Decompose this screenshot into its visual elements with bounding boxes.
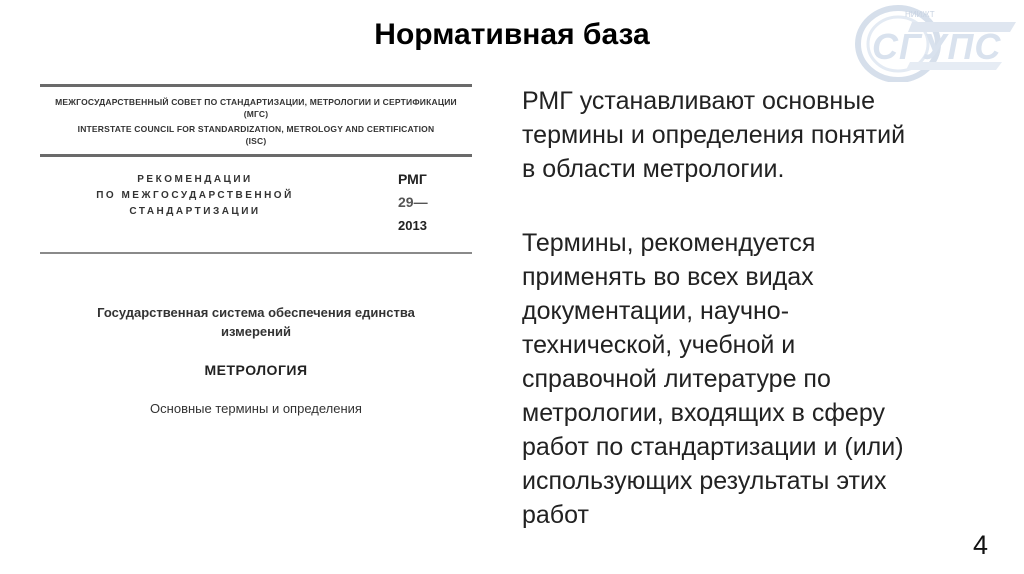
logo-small-text: НИИЖТ (905, 10, 935, 19)
system-line-1: Государственная система обеспечения единства (97, 305, 415, 320)
doc-subtitle: Основные термины и определения (150, 401, 362, 416)
logo-text: СГУПС (872, 26, 1002, 67)
text-line: метрологии, входящих в сферу (522, 399, 885, 427)
recommendation-line-1: РЕКОМЕНДАЦИИ (137, 174, 253, 185)
doc-year: 2013 (398, 218, 427, 233)
paragraph-1 (522, 84, 992, 186)
council-en: INTERSTATE COUNCIL FOR STANDARDIZATION, METROLOGY AND CERTIFICATION (77, 124, 435, 134)
doc-number: 29— (398, 194, 428, 210)
text-line: работ (522, 501, 589, 529)
text-line: документации, научно- (522, 297, 790, 325)
doc-rule-bottom (40, 252, 472, 254)
text-line: технической, учебной и (522, 331, 796, 359)
council-ru-abbr: (МГС) (243, 109, 269, 119)
text-line: работ по стандартизации и (или) (522, 433, 904, 461)
council-en-abbr: (ISC) (245, 136, 267, 146)
slide-title: Нормативная база (374, 18, 650, 51)
system-line-2: измерений (221, 324, 291, 339)
text-line: справочной литературе по (522, 365, 831, 393)
doc-rule-top (40, 84, 472, 87)
text-line: Термины, рекомендуется (522, 229, 816, 257)
text-line: использующих результаты этих (522, 467, 887, 495)
text-line: термины и определения понятий (522, 121, 906, 149)
recommendation-line-2: ПО МЕЖГОСУДАРСТВЕННОЙ (96, 190, 294, 201)
doc-subject: МЕТРОЛОГИЯ (204, 362, 308, 378)
doc-code: РМГ (398, 171, 427, 187)
page-number: 4 (973, 530, 989, 560)
text-line: применять во всех видах (522, 263, 814, 291)
council-ru: МЕЖГОСУДАРСТВЕННЫЙ СОВЕТ ПО СТАНДАРТИЗАЦИИ, МЕТРОЛОГИИ И СЕРТИФИКАЦИИ (55, 97, 457, 107)
text-line: РМГ устанавливают основные (522, 87, 876, 115)
text-line: в области метрологии. (522, 155, 785, 183)
paragraph-2 (522, 226, 992, 532)
doc-rule-middle (40, 154, 472, 157)
recommendation-line-3: СТАНДАРТИЗАЦИИ (129, 206, 261, 217)
